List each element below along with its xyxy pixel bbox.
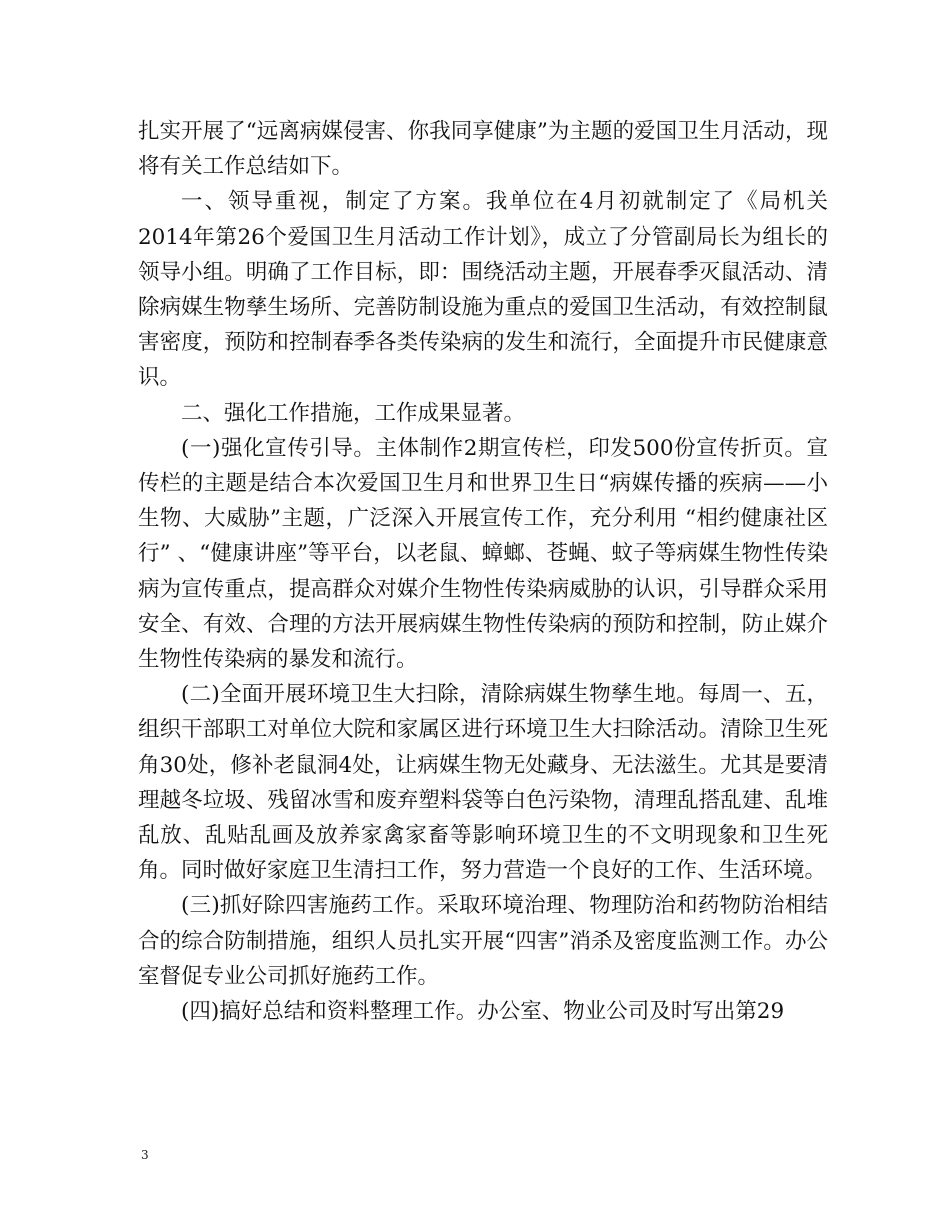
paragraph-item-cleanup: (二)全面开展环境卫生大扫除，清除病媒生物孳生地。每周一、五，组织干部职工对单位大院和家属区进行环境卫生大扫除活动。清除卫生死角30处，修补老鼠洞4处，让病媒生物无处藏身、无法滋生。尤其是要清理越冬垃圾、残留冰雪和废弃塑料袋等白色污染物，清理乱搭乱建、乱堆乱放、乱贴乱画及放养家禽家畜等影响环境卫生的不文明现象和卫生死角。同时做好家庭卫生清扫工作，努力营造一个良好的工作、生活环境。 [138, 682, 828, 884]
paragraph-item-publicity: (一)强化宣传引导。主体制作2期宣传栏，印发500份宣传折页。宣传栏的主题是结合本次爱国卫生月和世界卫生日“病媒传播的疾病——小生物、大威胁”主题，广泛深入开展宣传工作，充分利用 “相约健康社区行” 、“健康讲座”等平台，以老鼠、蟑螂、苍蝇、蚊子等病媒生物性传染病为宣传重点，提高群众对媒介生物性传染病威胁的认识，引导群众采用安全、有效、合理的方法开展病媒生物性传染病的预防和控制，防止媒介生物性传染病的暴发和流行。 [138, 435, 828, 673]
paragraph-item-pest-control: (三)抓好除四害施药工作。采取环境治理、物理防治和药物防治相结合的综合防制措施，组织人员扎实开展“四害”消杀及密度监测工作。办公室督促专业公司抓好施药工作。 [138, 893, 828, 989]
paragraph-intro: 扎实开展了“远离病媒侵害、你我同享健康”为主题的爱国卫生月活动，现将有关工作总结如下。 [138, 119, 828, 180]
paragraph-section-two-heading: 二、强化工作措施，工作成果显著。 [181, 400, 526, 426]
document-body [138, 114, 828, 1029]
paragraph-section-one: 一、领导重视，制定了方案。我单位在4月初就制定了《局机关2014年第26个爱国卫生月活动工作计划》，成立了分管副局长为组长的领导小组。明确了工作目标，即：围绕活动主题，开展春季灭鼠活动、清除病媒生物孳生场所、完善防制设施为重点的爱国卫生活动，有效控制鼠害密度，预防和控制春季各类传染病的发生和流行，全面提升市民健康意识。 [138, 189, 828, 391]
paragraph-item-summary: (四)搞好总结和资料整理工作。办公室、物业公司及时写出第29 [181, 999, 785, 1025]
page-number: 3 [141, 1148, 149, 1162]
